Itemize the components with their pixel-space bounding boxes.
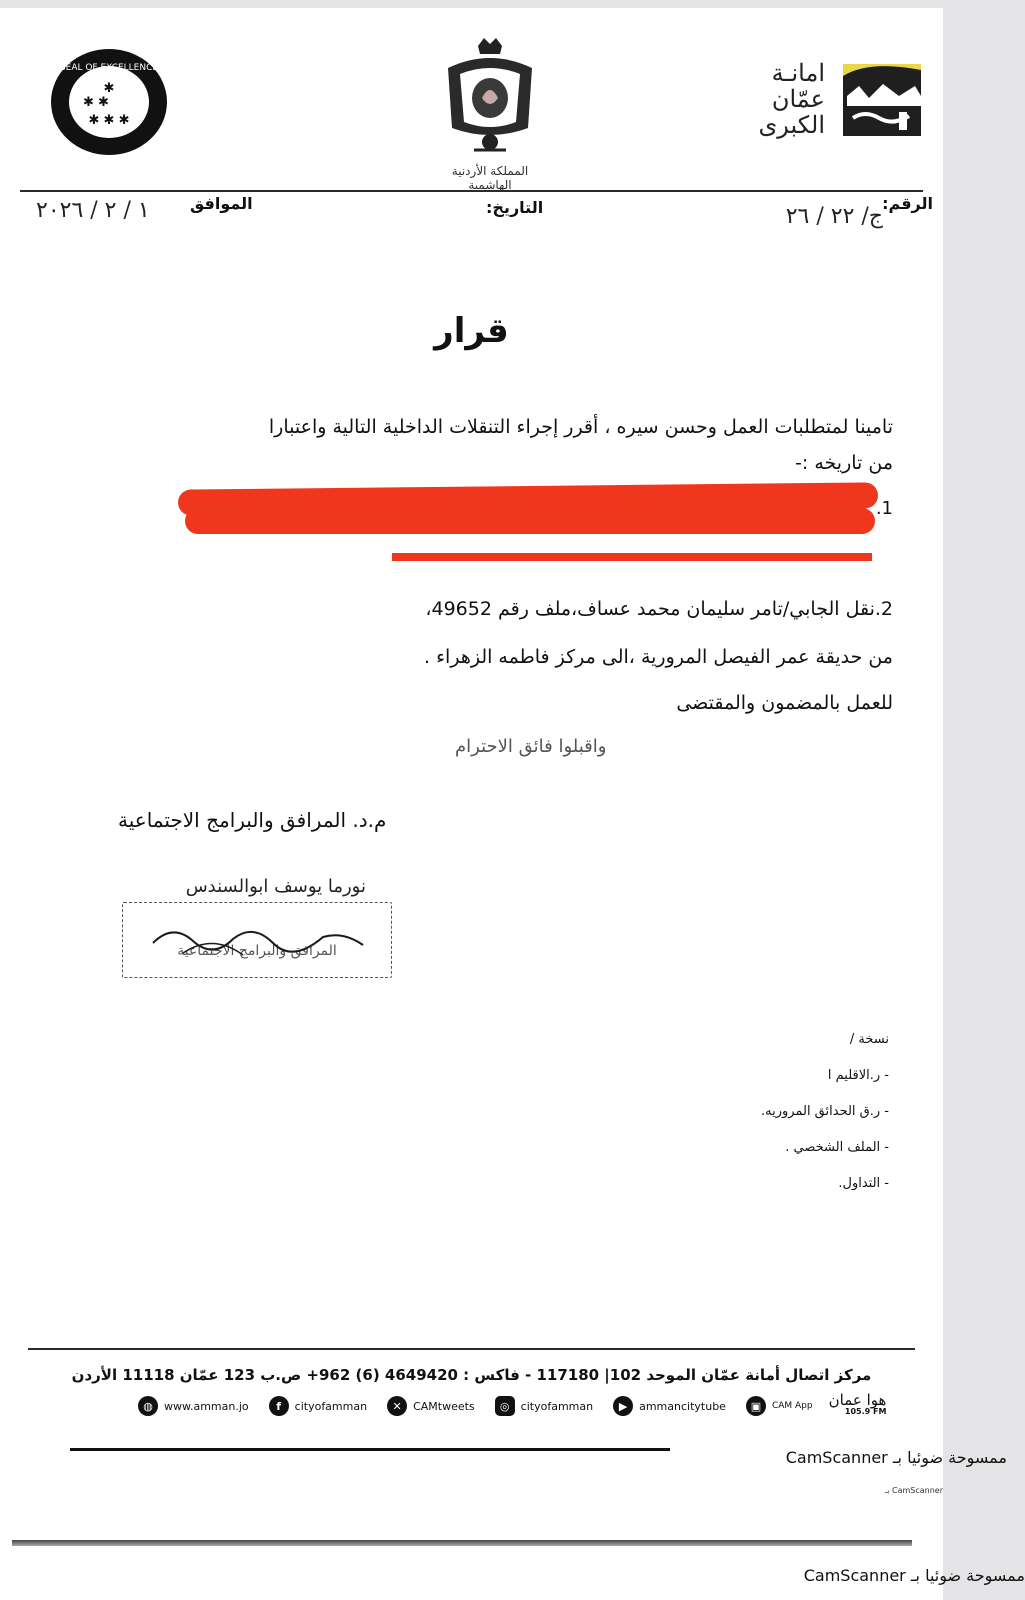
- logo-text: [758, 60, 825, 138]
- social-links: [138, 1391, 887, 1418]
- item-2: 2.نقل الجابي/تامر سليمان محمد عساف،ملف رقم 49652،: [425, 598, 893, 620]
- social-facebook[interactable]: cityofamman: [294, 1399, 368, 1413]
- body-line-2: من تاريخه :-: [795, 452, 893, 474]
- x-icon: ✕: [387, 1396, 407, 1416]
- number-label: الرقم:: [882, 194, 933, 213]
- social-instagram[interactable]: cityofamman: [520, 1399, 594, 1413]
- stamp-dept-line: المرافق والبرامج الاجتماعية: [177, 943, 337, 959]
- radio-logo: [828, 1391, 887, 1418]
- handwritten-signature-icon: [123, 903, 391, 977]
- page-bottom-edge: [12, 1540, 912, 1546]
- department-signature: م.د. المرافق والبرامج الاجتماعية: [118, 808, 387, 832]
- svg-text:✱ ✱: ✱ ✱: [83, 95, 109, 110]
- document-page: [0, 8, 1025, 1600]
- official-stamp: [118, 876, 396, 986]
- copies-heading: نسخة /: [849, 1032, 889, 1047]
- social-youtube[interactable]: ammancitytube: [639, 1399, 726, 1413]
- footer-divider: [28, 1348, 915, 1350]
- social-app[interactable]: CAM App: [771, 1401, 813, 1411]
- date-label: التاريخ:: [486, 198, 544, 217]
- instagram-icon: ◎: [495, 1396, 515, 1416]
- contact-line: مركز اتصال أمانة عمّان الموحد 102| 117180 - فاكس : 4649420 (6) 962+ ص.ب 123 عمّان 11118 الأردن: [71, 1366, 872, 1384]
- copy-item: - ر.ق الحدائق المروريه.: [761, 1104, 889, 1119]
- app-icon: ▣: [746, 1396, 766, 1416]
- redaction-mark: [185, 508, 875, 534]
- closing-line: واقبلوا فائق الاحترام: [455, 736, 607, 757]
- copy-item: - ر.الاقليم ا: [827, 1068, 889, 1083]
- corresponding-value: ١ / ٢ / ٢٠٢٦: [36, 198, 150, 223]
- greater-amman-logo: [725, 50, 925, 150]
- logo-line-2: عمّان: [771, 85, 825, 113]
- radio-name: هوا عمان: [828, 1391, 887, 1409]
- seal-icon: [48, 46, 170, 158]
- corresponding-label: الموافق: [190, 194, 253, 213]
- coat-of-arms-icon: [430, 38, 550, 160]
- redaction-strike: [392, 553, 872, 561]
- item-2-from: من حديقة عمر الفيصل المرورية ،الى مركز فاطمه الزهراء .: [424, 646, 893, 668]
- social-website[interactable]: www.amman.jo: [164, 1399, 249, 1413]
- coat-of-arms: [430, 38, 550, 192]
- copy-item: - التداول.: [838, 1176, 889, 1191]
- logo-line-1: امانـة: [771, 59, 825, 87]
- radio-frequency: 105.9 FM: [844, 1407, 887, 1416]
- social-x[interactable]: CAMtweets: [413, 1399, 475, 1413]
- svg-text:✱: ✱: [103, 81, 115, 96]
- svg-text:✱ ✱ ✱: ✱ ✱ ✱: [88, 113, 130, 128]
- instruction-line: للعمل بالمضمون والمقتضى: [676, 692, 893, 714]
- footer-underline: [70, 1448, 670, 1451]
- kingdom-caption: المملكة الأردنية الهاشمية: [451, 164, 529, 192]
- camscanner-watermark-bottom: ممسوحة ضوئيا بـ CamScanner: [803, 1566, 1025, 1585]
- seal-of-excellence: [48, 46, 170, 158]
- svg-text:SEAL OF EXCELLENCE: SEAL OF EXCELLENCE: [59, 63, 159, 73]
- facebook-icon: f: [269, 1396, 289, 1416]
- logo-line-3: الكبرى: [758, 111, 825, 139]
- copy-item: - الملف الشخصي .: [785, 1140, 889, 1155]
- stamp-box: [122, 902, 392, 978]
- header-divider: [20, 190, 923, 192]
- stamp-name: نورما يوسف ابوالسندس: [185, 876, 366, 897]
- camscanner-small-watermark: CamScanner بـ: [884, 1486, 943, 1495]
- decision-title: قرار: [434, 311, 509, 351]
- body-line-1: تامينا لمتطلبات العمل وحسن سيره ، أقرر إجراء التنقلات الداخلية التالية واعتبارا: [268, 416, 893, 438]
- youtube-icon: ▶: [613, 1396, 633, 1416]
- amman-emblem-icon: [839, 56, 925, 140]
- globe-icon: ◍: [138, 1396, 158, 1416]
- number-value: ج/ ٢٢ / ٢٦: [785, 204, 883, 229]
- camscanner-watermark: ممسوحة ضوئيا بـ CamScanner: [785, 1448, 1007, 1467]
- item-1-number: 1.: [875, 498, 893, 519]
